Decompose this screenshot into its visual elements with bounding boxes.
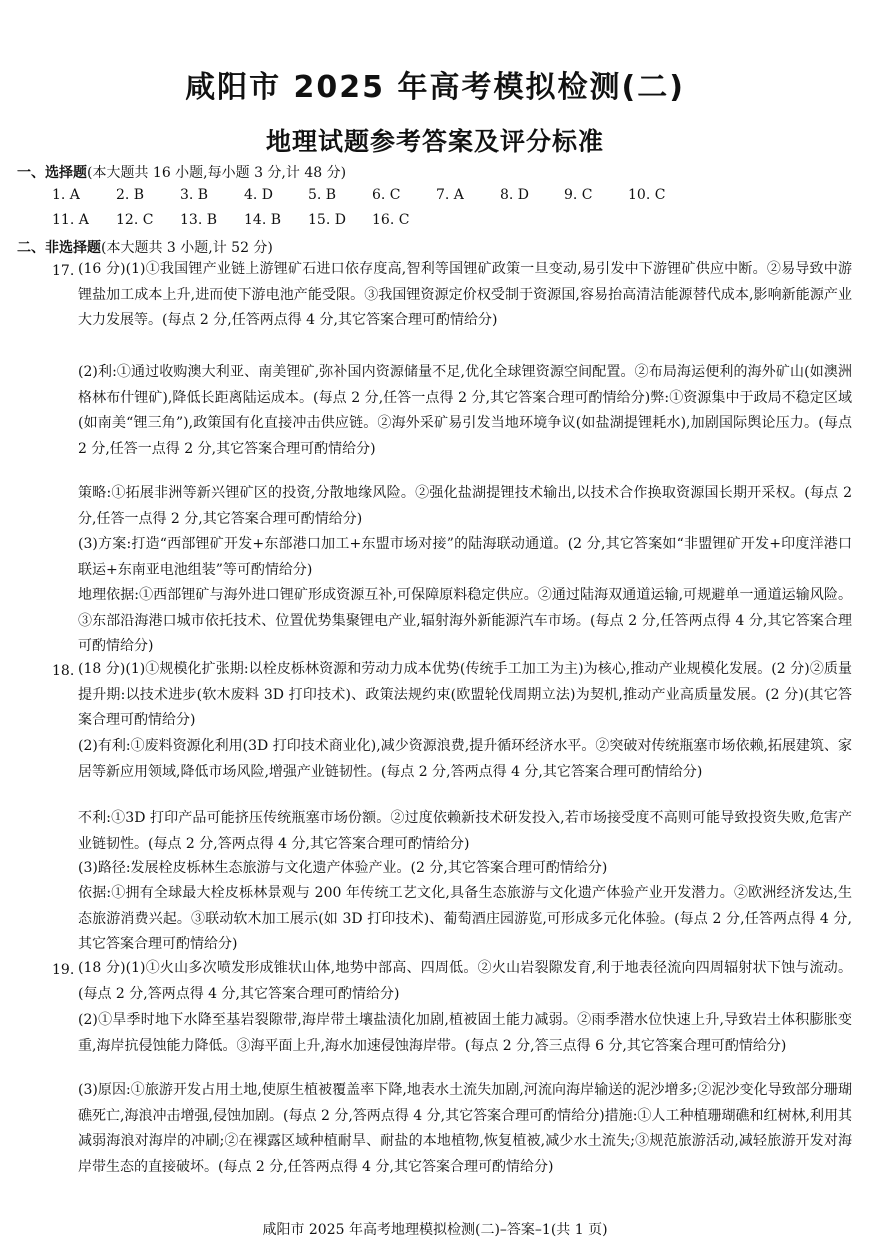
q17-strategy: 策略:①拓展非洲等新兴锂矿区的投资,分散地缘风险。②强化盐湖提锂技术输出,以技术合作换取资源国长期开采权。(每点 2 分,任答一点得 2 分,其它答案合理可酌情给分) xyxy=(78,485,852,527)
answer-item: 8. D xyxy=(500,187,530,203)
q18-part3-basis: 依据:①拥有全球最大栓皮栎林景观与 200 年传统工艺文化,具备生态旅游与文化遗产体验产业开发潜力。②欧洲经济发达,生态旅游消费兴起。③联动软木加工展示(如 3D 打印技术)、葡萄酒庄园游览,可形成多元化体验。(每点 2 分,任答两点得 4 分,其它答案合理可酌情给分) xyxy=(78,885,852,953)
answer-row-2 xyxy=(52,212,436,228)
q17-part2: (2)利:①通过收购澳大利亚、南美锂矿,弥补国内资源储量不足,优化全球锂资源空间配置。②布局海运便利的海外矿山(如澳洲格林布什锂矿),降低长距离陆运成本。(每点 2 分,任答一点得 2 分,其它答案合理可酌情给分)弊:①资源集中于政局不稳定区域(如南美“锂三角”),政策国有化直接冲击供应链。②海外采矿易引发当地环境争议(如盐湖提锂耗水),加剧国际舆论压力。(每点 2 分,任答一点得 2 分,其它答案合理可酌情给分) xyxy=(78,364,852,457)
q19-part3: (3)原因:①旅游开发占用土地,使原生植被覆盖率下降,地表水土流失加剧,河流向海岸输送的泥沙增多;②泥沙变化导致部分珊瑚礁死亡,海浪冲击增强,侵蚀加剧。(每点 2 分,答两点得 4 分,其它答案合理可酌情给分)措施:①人工种植珊瑚礁和红树林,利用其减弱海浪对海岸的冲刷;②在裸露区域种植耐旱、耐盐的本地植物,恢复植被,减少水土流失;③规范旅游活动,减轻旅游开发对海岸带生态的直接破坏。(每点 2 分,任答两点得 4 分,其它答案合理可酌情给分) xyxy=(78,1082,852,1175)
answer-item: 7. A xyxy=(436,187,464,203)
q18-part2-cons: 不利:①3D 打印产品可能挤压传统瓶塞市场份额。②过度依赖新技术研发投入,若市场接受度不高则可能导致投资失败,危害产业链韧性。(每点 2 分,答两点得 4 分,其它答案合理可酌情给分) xyxy=(78,810,852,852)
q17-part3: (3)方案:打造“西部锂矿开发+东部港口加工+东盟市场对接”的陆海联动通道。(2 分,其它答案如“非盟锂矿开发+印度洋港口联运+东南亚电池组装”等可酌情给分) xyxy=(78,536,852,578)
section-heading: 一、选择题 xyxy=(17,165,87,181)
q19-part2: (2)①旱季时地下水降至基岩裂隙带,海岸带土壤盐渍化加剧,植被固土能力减弱。②雨季潜水位快速上升,导致岩土体积膨胀变重,海岸抗侵蚀能力降低。③海平面上升,海水加速侵蚀海岸带。(每点 2 分,答三点得 6 分,其它答案合理可酌情给分) xyxy=(78,1012,852,1054)
answer-item: 11. A xyxy=(52,212,89,228)
answer-item: 4. D xyxy=(244,187,274,203)
question-number-17: 17. xyxy=(52,263,75,279)
q17-part1: (16 分)(1)①我国锂产业链上游锂矿石进口依存度高,智利等国锂矿政策一旦变动,易引发中下游锂矿供应中断。②易导致中游锂盐加工成本上升,进而使下游电池产能受限。③我国锂资源定价权受制于资源国,容易抬高清洁能源替代成本,影响新能源产业大力发展等。(每点 2 分,任答两点得 4 分,其它答案合理可酌情给分) xyxy=(78,261,852,329)
section-note: (本大题共 16 小题,每小题 3 分,计 48 分) xyxy=(87,165,347,181)
answer-item: 14. B xyxy=(244,212,282,228)
answer-item: 12. C xyxy=(116,212,154,228)
answer-item: 16. C xyxy=(372,212,410,228)
answer-item: 5. B xyxy=(308,187,337,203)
section-multiple-choice xyxy=(17,162,346,182)
q18-part3-path: (3)路径:发展栓皮栎林生态旅游与文化遗产体验产业。(2 分,其它答案合理可酌情给分) xyxy=(78,860,608,876)
answer-item: 2. B xyxy=(116,187,145,203)
question-number-18: 18. xyxy=(52,663,75,679)
question-number-19: 19. xyxy=(52,962,75,978)
q17-geo-basis: 地理依据:①西部锂矿与海外进口锂矿形成资源互补,可保障原料稳定供应。②通过陆海双通道运输,可规避单一通道运输风险。③东部沿海港口城市依托技术、位置优势集聚锂电产业,辐射海外新能源汽车市场。(每点 2 分,任答两点得 4 分,其它答案合理可酌情给分) xyxy=(78,587,852,655)
page-footer: 咸阳市 2025 年高考地理模拟检测(二)–答案–1(共 1 页) xyxy=(262,1222,608,1238)
answer-item: 6. C xyxy=(372,187,401,203)
answer-item: 9. C xyxy=(564,187,593,203)
answer-item: 13. B xyxy=(180,212,218,228)
q18-part2-pros: (2)有利:①废料资源化利用(3D 打印技术商业化),减少资源浪费,提升循环经济水平。②突破对传统瓶塞市场依赖,拓展建筑、家居等新应用领域,降低市场风险,增强产业链韧性。(每点 2 分,答两点得 4 分,其它答案合理可酌情给分) xyxy=(78,738,852,780)
answer-item: 1. A xyxy=(52,187,80,203)
section-heading: 二、非选择题 xyxy=(17,240,101,256)
page-subtitle: 地理试题参考答案及评分标准 xyxy=(265,127,604,156)
q19-part1: (18 分)(1)①火山多次喷发形成锥状山体,地势中部高、四周低。②火山岩裂隙发育,利于地表径流向四周辐射状下蚀与流动。(每点 2 分,答两点得 4 分,其它答案合理可酌情给分) xyxy=(78,960,852,1002)
page-title: 咸阳市 2025 年高考模拟检测(二) xyxy=(185,70,685,105)
answer-item: 15. D xyxy=(308,212,346,228)
answer-item: 3. B xyxy=(180,187,209,203)
section-non-choice xyxy=(17,237,273,257)
q18-part1: (18 分)(1)①规模化扩张期:以栓皮栎林资源和劳动力成本优势(传统手工加工为主)为核心,推动产业规模化发展。(2 分)②质量提升期:以技术进步(软木废料 3D 打印技术)、政策法规约束(欧盟轮伐周期立法)为契机,推动产业高质量发展。(2 分)(其它答案合理可酌情给分) xyxy=(78,661,852,729)
answer-row-1 xyxy=(52,187,692,203)
section-note: (本大题共 3 小题,计 52 分) xyxy=(101,240,273,256)
answer-item: 10. C xyxy=(628,187,666,203)
